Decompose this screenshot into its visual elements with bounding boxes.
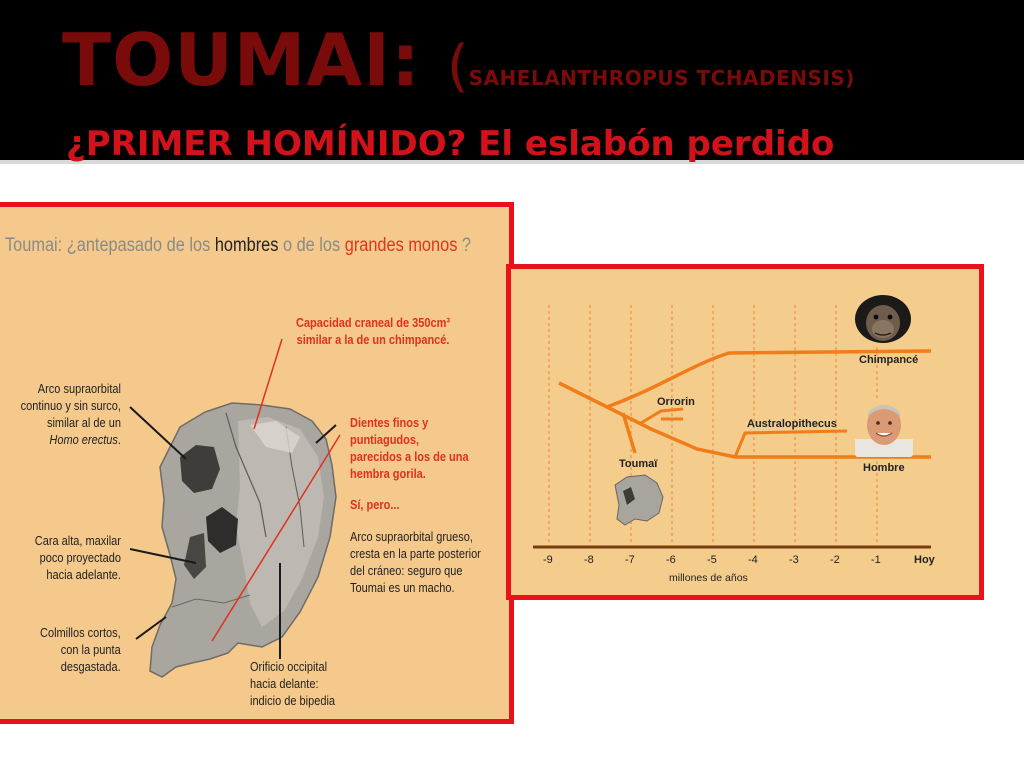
chimpanzee-face-icon bbox=[851, 291, 915, 345]
time-axis-ticks bbox=[543, 554, 936, 566]
branch-orrorin bbox=[641, 409, 683, 423]
axis-caption: millones de años bbox=[669, 572, 748, 584]
human-portrait bbox=[855, 399, 913, 457]
label-australopithecus: Australopithecus bbox=[747, 418, 837, 430]
label-capacidad-craneal: Capacidad craneal de 350cm³ similar a la de un chimpancé. bbox=[296, 316, 451, 347]
heading-hombres: hombres bbox=[214, 235, 279, 256]
label-cara-alta: Cara alta, maxilar poco proyectado hacia adelante. bbox=[34, 534, 122, 582]
label-arco-continuo: Arco supraorbital continuo y sin surco, similar al de un Homo erectus. bbox=[20, 382, 121, 447]
slide-title bbox=[62, 18, 855, 102]
label-arco-grueso: Arco supraorbital grueso, cresta en la parte posterior del cráneo: seguro que Toumai es un macho. bbox=[350, 530, 481, 595]
branch-australopithecus bbox=[735, 431, 847, 457]
label-toumai: Toumaï bbox=[619, 458, 658, 470]
skull-annotation-panel bbox=[0, 202, 514, 724]
heading-part-1: Toumai: ¿antepasado de los bbox=[5, 235, 215, 256]
title-scientific-name: SAHELANTHROPUS TCHADENSIS) bbox=[468, 66, 855, 90]
human-face-icon bbox=[855, 399, 913, 457]
title-main: TOUMAI: bbox=[62, 18, 447, 102]
branch-trunk bbox=[559, 383, 607, 407]
title-paren: ( bbox=[446, 34, 469, 99]
heading-part-3: o de los bbox=[278, 235, 345, 256]
tick-label: -1 bbox=[871, 554, 881, 566]
heading-part-5: ? bbox=[457, 235, 471, 256]
label-hombre: Hombre bbox=[863, 462, 905, 474]
tick-label: -2 bbox=[830, 554, 840, 566]
label-orificio-occipital: Orificio occipital hacia delante: indicio de bipedia bbox=[250, 660, 336, 708]
tick-label: -7 bbox=[625, 554, 635, 566]
slide-subtitle: ¿PRIMER HOMÍNIDO? El eslabón perdido bbox=[66, 124, 835, 164]
tick-label: Hoy bbox=[914, 554, 935, 566]
phylogeny-panel bbox=[506, 264, 984, 600]
tick-label: -6 bbox=[666, 554, 676, 566]
label-si-pero: Sí, pero... bbox=[350, 498, 400, 512]
label-chimpance: Chimpancé bbox=[859, 354, 919, 366]
label-orrorin: Orrorin bbox=[657, 396, 695, 408]
chimpanzee-portrait bbox=[851, 291, 915, 345]
tick-label: -3 bbox=[789, 554, 799, 566]
tick-label: -8 bbox=[584, 554, 594, 566]
tick-label: -5 bbox=[707, 554, 717, 566]
toumai-small-skull bbox=[615, 475, 663, 525]
label-colmillos: Colmillos cortos, con la punta desgastada. bbox=[40, 626, 121, 674]
label-dientes-finos: Dientes finos y puntiagudos, parecidos a los de una hembra gorila. Sí, pero... bbox=[350, 415, 490, 514]
tick-label: -4 bbox=[748, 554, 758, 566]
heading-grandes-monos: grandes monos bbox=[344, 235, 458, 256]
tick-label: -9 bbox=[543, 554, 553, 566]
